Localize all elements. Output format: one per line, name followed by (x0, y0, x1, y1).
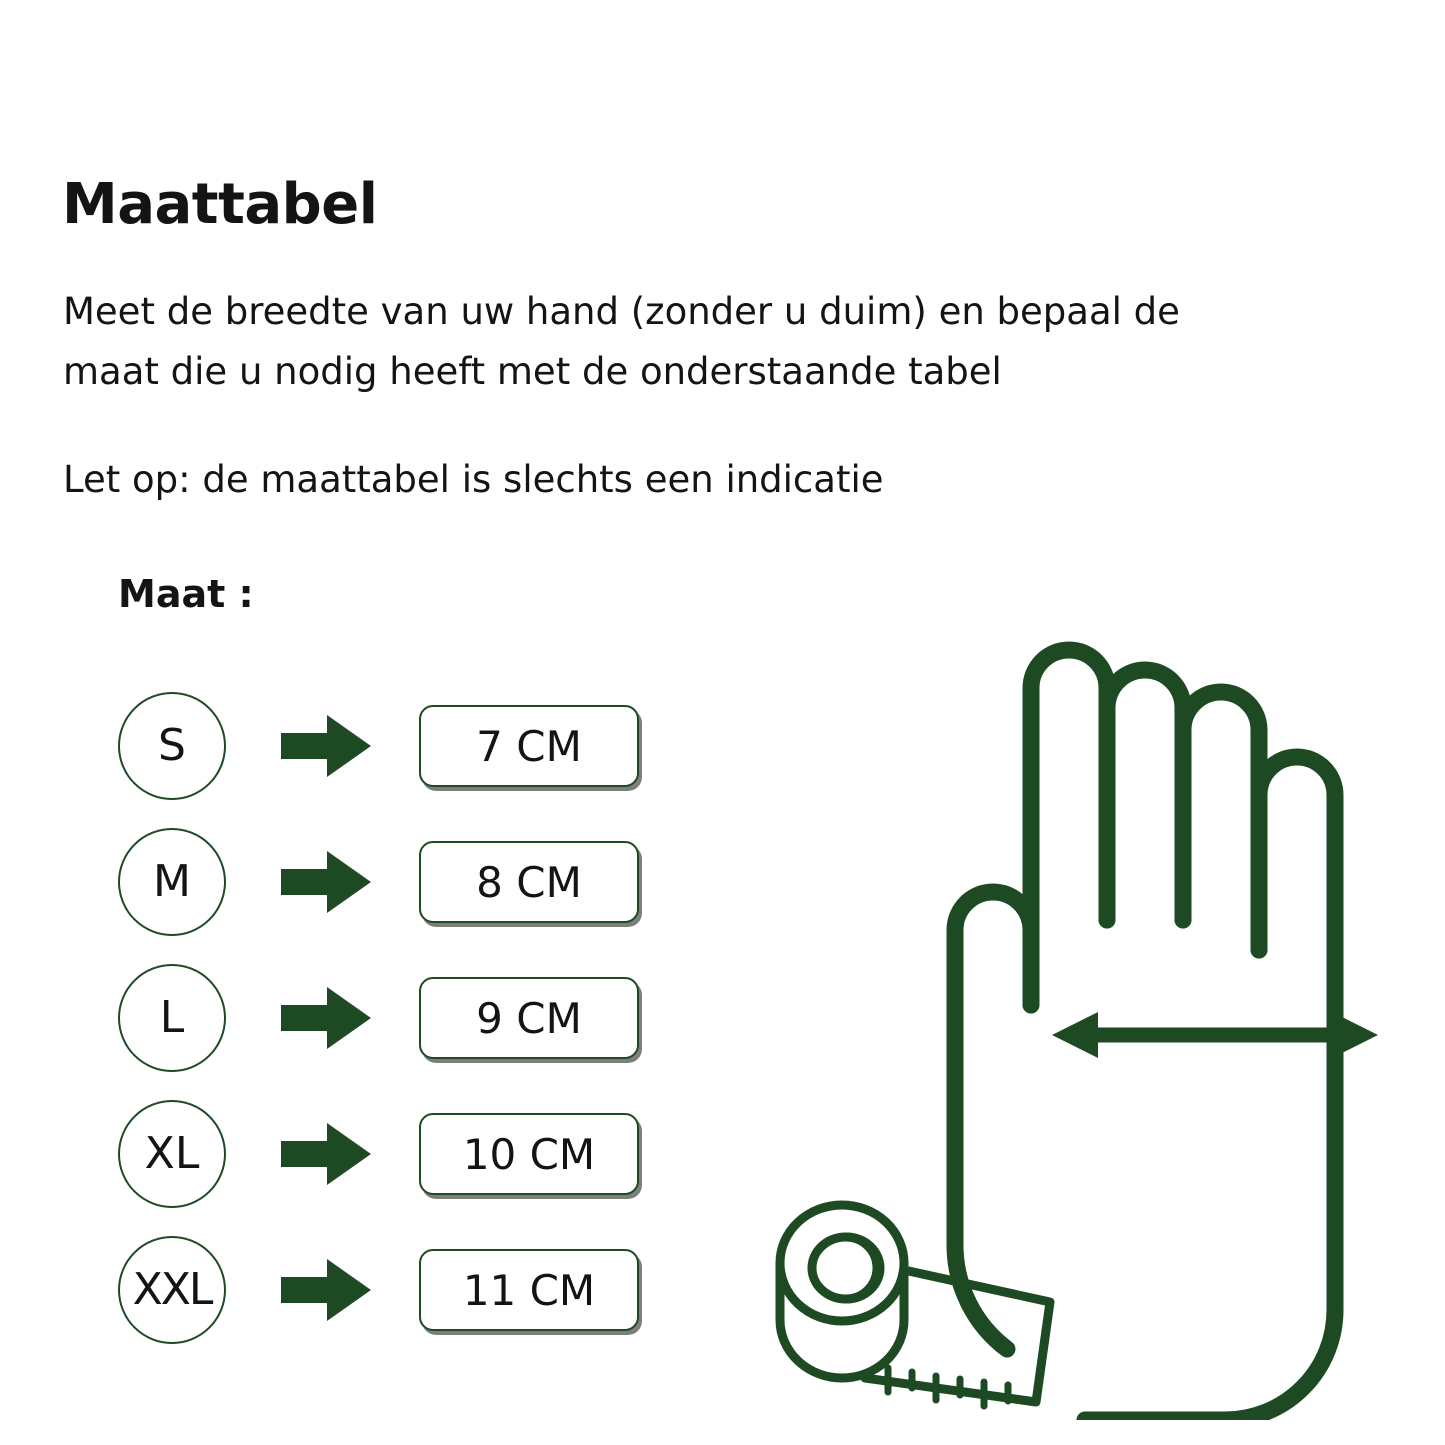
size-badge (118, 692, 226, 800)
measurement-pill (419, 1249, 639, 1331)
measurement-pill (419, 1113, 639, 1195)
size-label: S (158, 720, 186, 771)
measurement-pill (419, 705, 639, 787)
arrow-right-icon (281, 985, 371, 1051)
size-label: M (153, 856, 191, 907)
size-badge (118, 828, 226, 936)
arrow-right-icon (281, 1257, 371, 1323)
size-label: XL (144, 1128, 200, 1179)
measurement-label: 10 CM (462, 1129, 596, 1179)
table-row (118, 814, 639, 950)
table-row (118, 1086, 639, 1222)
size-badge (118, 1100, 226, 1208)
intro-text: Meet de breedte van uw hand (zonder u duim) en bepaal de maat die u nodig heeft met de onderstaande tabel (63, 290, 1180, 394)
size-badge (118, 964, 226, 1072)
arrow-right-icon (281, 713, 371, 779)
measurement-pill (419, 841, 639, 923)
measurement-label: 7 CM (476, 721, 582, 771)
table-row (118, 950, 639, 1086)
size-label: XXL (132, 1264, 212, 1315)
note-text: Let op: de maattabel is slechts een indicatie (63, 458, 884, 501)
table-row (118, 1222, 639, 1358)
tape-measure-icon (780, 1205, 1050, 1406)
measurement-label: 8 CM (476, 857, 582, 907)
measurement-label: 9 CM (476, 993, 582, 1043)
table-row (118, 678, 639, 814)
measurement-pill (419, 977, 639, 1059)
size-section-label: Maat : (118, 572, 254, 616)
page-title: Maattabel (62, 172, 378, 237)
size-label: L (159, 992, 185, 1043)
measurement-label: 11 CM (462, 1265, 596, 1315)
size-table (118, 678, 639, 1358)
arrow-right-icon (281, 849, 371, 915)
size-badge (118, 1236, 226, 1344)
arrow-right-icon (281, 1121, 371, 1187)
hand-measurement-illustration (760, 620, 1420, 1420)
